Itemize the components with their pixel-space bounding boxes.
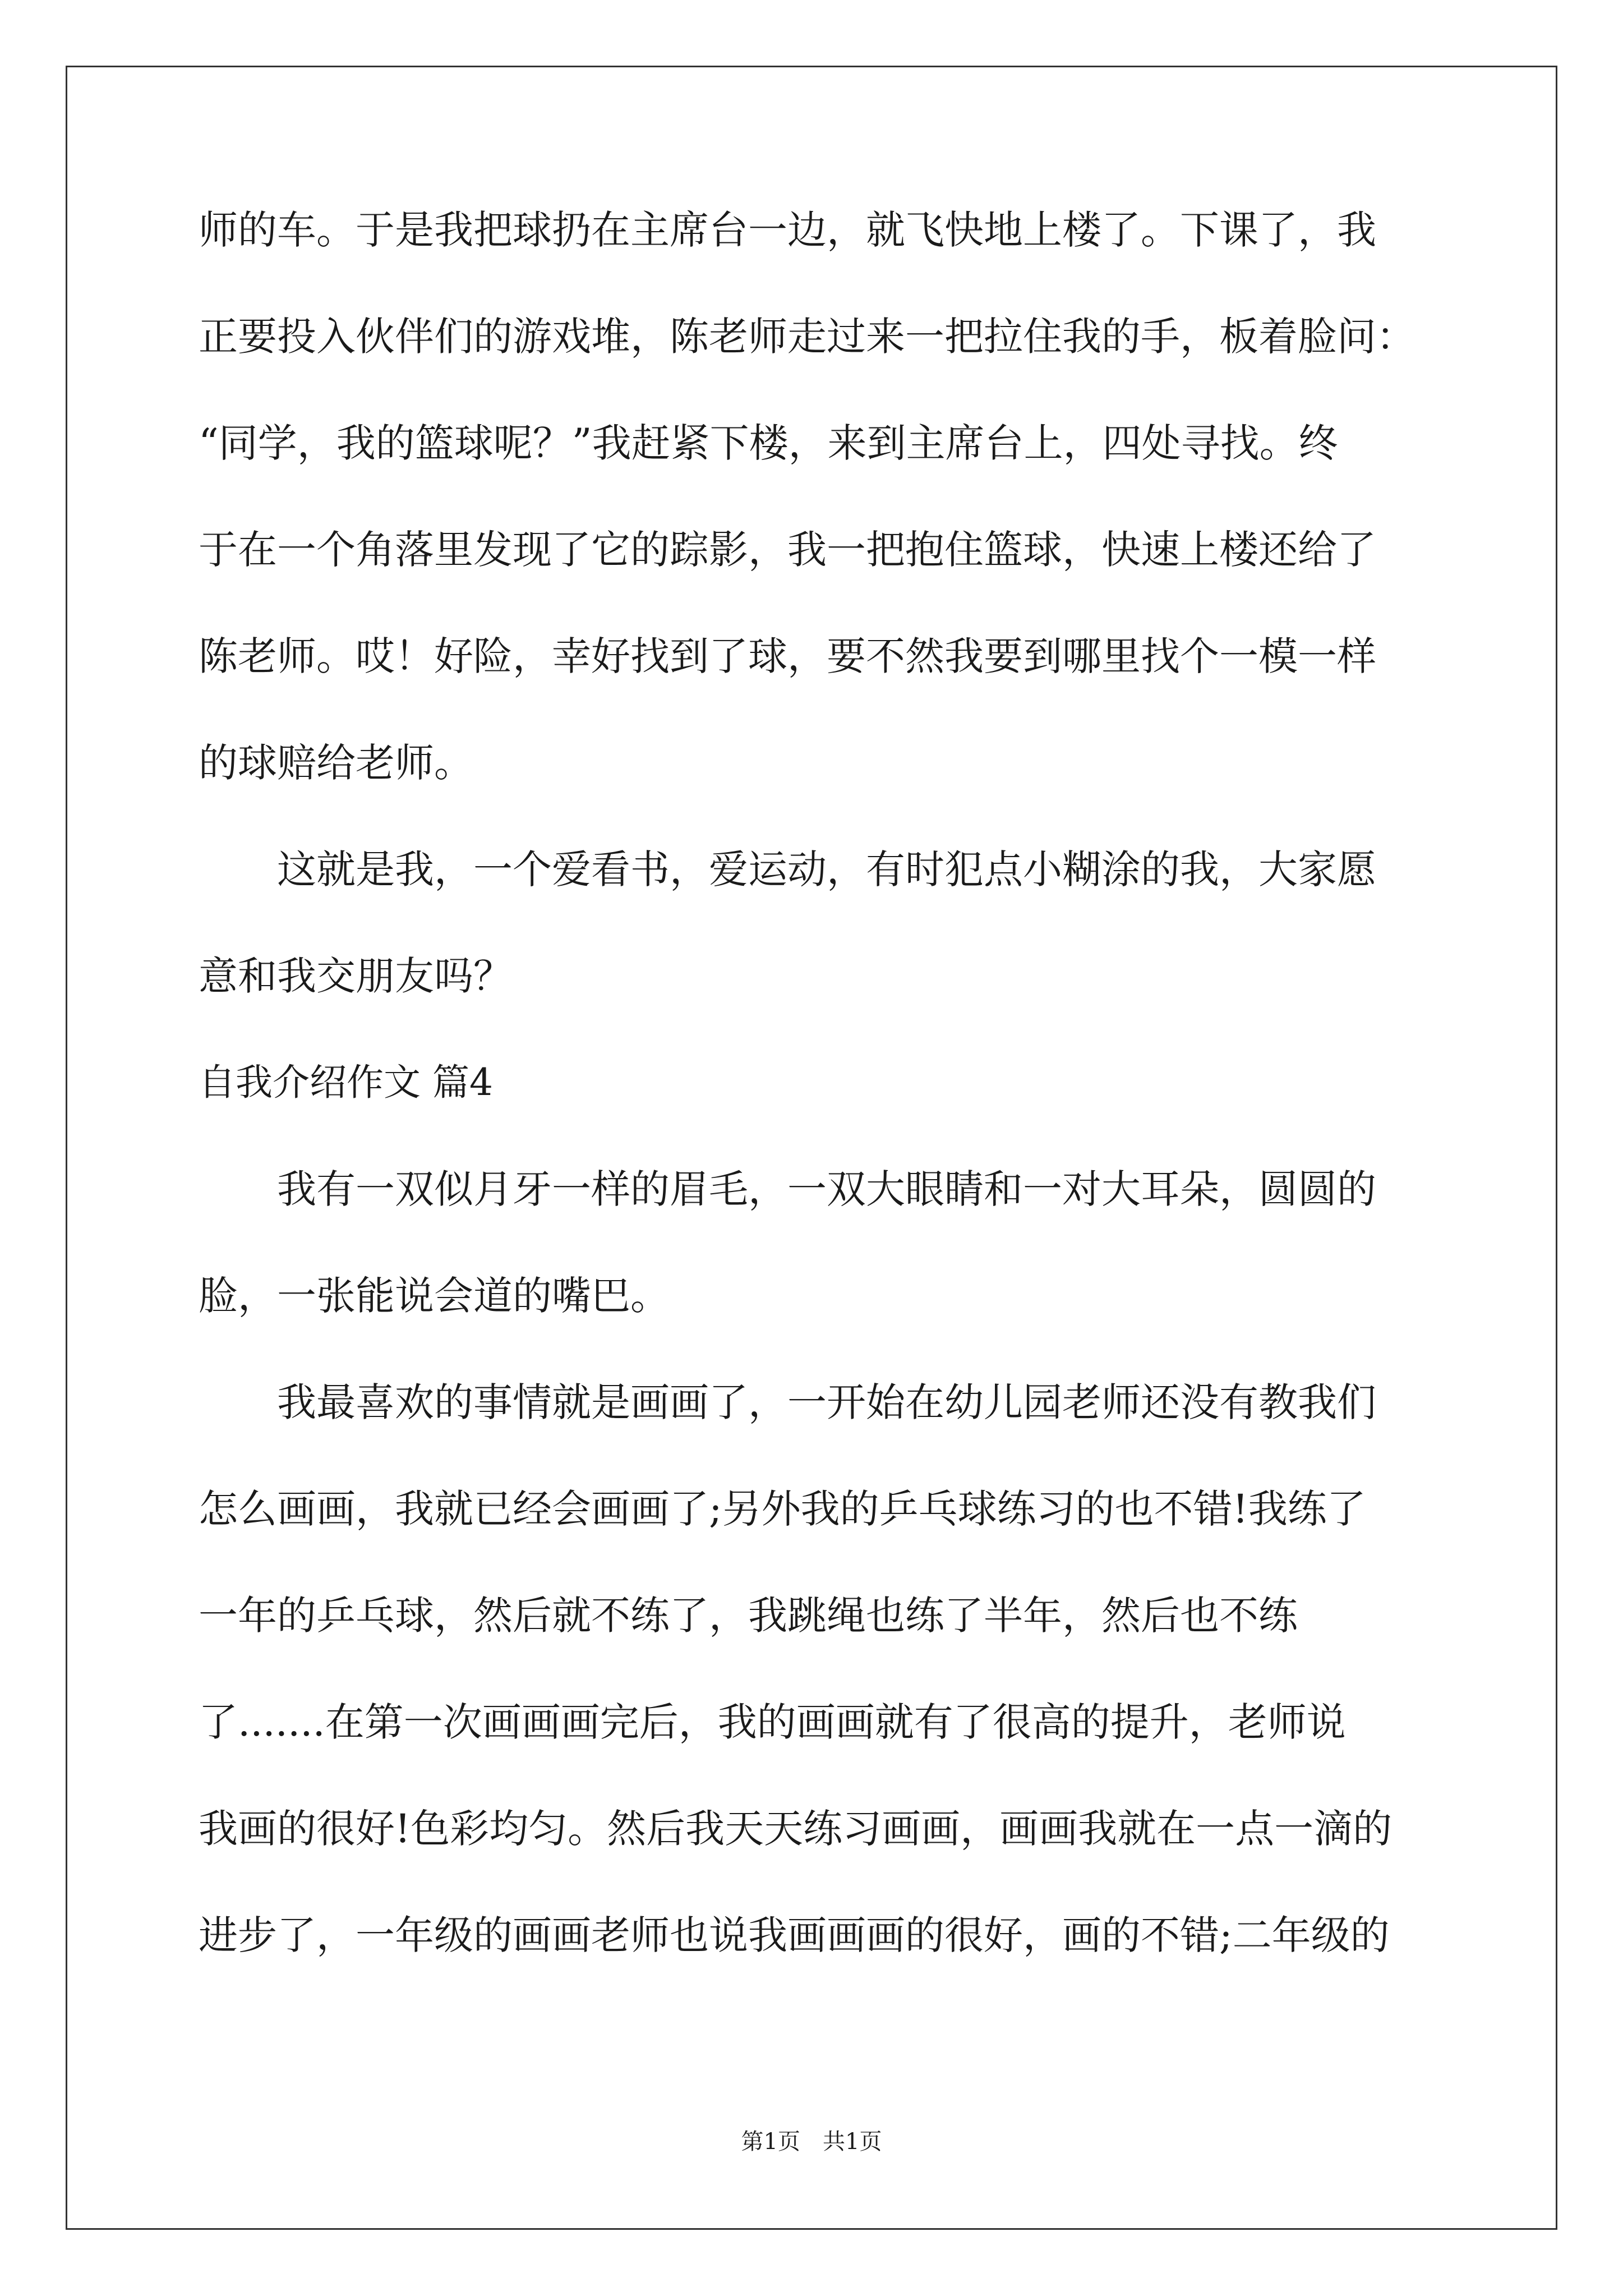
text-line-7: 这就是我，一个爱看书，爱运动，有时犯点小糊涂的我，大家愿	[199, 846, 1376, 892]
text-line-16: 我画的很好!色彩均匀。然后我天天练习画画，画画我就在一点一滴的	[199, 1806, 1393, 1852]
text-line-8: 意和我交朋友吗？	[199, 953, 513, 999]
section-heading: 自我介绍作文 篇4	[199, 1061, 493, 1104]
text-line-15: 了.......在第一次画画画完后，我的画画就有了很高的提升，老师说	[199, 1699, 1346, 1745]
page-number: 第1页 共1页	[741, 2129, 882, 2155]
text-line-17: 进步了，一年级的画画老师也说我画画画的很好，画的不错;二年级的	[199, 1912, 1390, 1958]
text-line-3: “同学，我的篮球呢？”我赶紧下楼，来到主席台上，四处寻找。终	[199, 420, 1338, 466]
text-line-6: 的球赔给老师。	[199, 740, 473, 786]
text-line-4: 于在一个角落里发现了它的踪影，我一把抱住篮球，快速上楼还给了	[199, 527, 1376, 573]
text-line-14: 一年的乒乓球，然后就不练了，我跳绳也练了半年，然后也不练	[199, 1593, 1298, 1639]
page-border	[66, 66, 1557, 2230]
text-line-5: 陈老师。哎！好险，幸好找到了球，要不然我要到哪里找个一模一样	[199, 633, 1376, 679]
text-line-12: 我最喜欢的事情就是画画了，一开始在幼儿园老师还没有教我们	[199, 1379, 1376, 1425]
text-line-10: 我有一双似月牙一样的眉毛，一双大眼睛和一对大耳朵，圆圆的	[199, 1166, 1376, 1212]
text-line-11: 脸，一张能说会道的嘴巴。	[199, 1273, 670, 1319]
text-line-1: 师的车。于是我把球扔在主席台一边，就飞快地上楼了。下课了，我	[199, 207, 1376, 253]
text-line-13: 怎么画画，我就已经会画画了;另外我的乒乓球练习的也不错!我练了	[199, 1486, 1366, 1532]
text-line-2: 正要投入伙伴们的游戏堆，陈老师走过来一把拉住我的手，板着脸问：	[199, 314, 1415, 360]
